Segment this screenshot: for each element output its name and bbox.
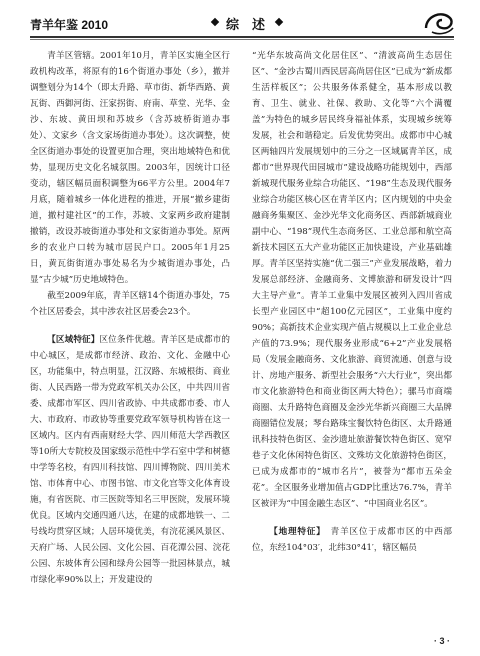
paragraph-admin-history: 青羊区管辖。2001年10月，青羊区实施全区行政机构改革，将原有的16个街道办事处（乡），撤并调整划分为14个（即太升路、草市街、新华西路、黄瓦街、西御河街、汪家拐街、府南、草堂、光华、金沙、东坡、黄田坝和苏坡乡（含苏坡桥街道办事处）、文家乡（含文家场街道办事处）。这次调整，使全区街道办事处的设置更加合理，突出地域特色和优势，显现历史文化名城氛围。2003年，因统计口径变动，辖区幅员面积调整为66平方公里。2004年7月底，随着城乡一体化进程的推进，开展“撤乡建街道，撤村建社区”的工作，苏坡、文家两乡政府建制撤销，改设苏坡街道办事处和文家街道办事处。原两乡的农业户口转为城市居民户口。2005年1月25日，黄瓦街街道办事处易名为少城街道办事处，凸显“古少城”历史地域特色。 bbox=[30, 51, 230, 285]
region-features-text: 区位条件优越。青羊区是成都市的中心城区，是成都市经济、政治、文化、金融中心区，功能集中，特点明显，江汉路、东城根街、商业街、人民西路一带为党政军机关办公区，中共四川省委、成都市军区、四川省政协、中共成都市委、市人大、市政府、市政协等重要党政军领导机构皆在这一区域内。区内有西南财经大学、四川师范大学西教区等10所大专院校及国家级示范性中学石室中学和树德中学等名校，有四川科技馆、四川博物院、四川美术馆、市体育中心、市图书馆、市文化宫等文化体育设施，有省医院、市三医院等知名三甲医院，发展环境优良。区域内交通四通八达，在建的成都地铁一、二号线均贯穿区域；人居环境优美，有浣花溪风景区、天府广场、人民公园、文化公园、百花潭公园、浣花公园、东坡体育公园和绿舟公园等一批园林景点，城市绿化率90%以上；开发建设的 bbox=[30, 335, 230, 585]
header-rule bbox=[30, 36, 454, 38]
paragraph-region-features bbox=[30, 331, 230, 588]
diamond-right-icon bbox=[275, 18, 283, 26]
swirl-logo-icon bbox=[422, 8, 456, 36]
right-column bbox=[252, 48, 452, 556]
page-number: · 3 · bbox=[433, 636, 450, 646]
section-title: 综 述 bbox=[226, 17, 266, 32]
paragraph-region-continued: “光华东坡高尚文化居住区”、“清波高尚生态居住区”、“金沙古蜀川西民居高尚居住区”已成为“新成都生活样板区”；公共服务体系健全，基本形成以教育、卫生、就业、社保、救助、文化等“六个满覆盖”为特色的城乡居民终身福祉体系，实现城乡统筹发展，社会和谐稳定。后发优势突出。成都市中心城区两轴四片发展规划中的三分之一区域属青羊区，成都市“世界现代田园城市”建设战略功能规划中，西部新城现代服务业综合功能区、“198”生态及现代服务业综合功能区核心区在青羊区内；区内规划的中央金融商务集聚区、金沙光华文化商务区、西部新城商业副中心、“198”现代生态商务区、工业总部和航空高新技术园区五大产业功能区正加快建设，产业基础雄厚。青羊区坚持实施“优二强三”产业发展战略，着力发展总部经济、金融商务、文博旅游和研发设计“四大主导产业”。青羊工业集中发展区被列入四川省成长型产业园区中“超100亿元园区”，工业集中度约90%；高新技术企业实现产值占规模以上工业企业总产值的73.9%；现代服务业形成“6+2”产业发展格局（发展金融商务、文化旅游、商贸流通、创意与设计、房地产服务、新型社会服务“六大行业”，突出都市文化旅游特色和商业街区两大特色）；骡马市商端商圈、太升路特色商圈及金沙光华新兴商圈三大品牌商圈错位发展；琴台路珠宝餐饮特色街区、太升路通讯科技特色街区、金沙遗址旅游餐饮特色街区、宽窄巷子文化休闲特色街区、文殊坊文化旅游特色街区，已成为成都市的“城市名片”，被誉为“都市五朵金花”。全区服务业增加值占GDP比重达76.7%，青羊区被评为“中国金融生态区”、“中国商业名区”。 bbox=[252, 51, 452, 509]
paragraph-admin-summary: 截至2009年底，青羊区辖14个街道办事处，75个社区居委会，其中涉农社区居委会23个。 bbox=[30, 291, 230, 317]
geo-features-text: 青羊区位于成都市区的中西部位，东经104°03′，北纬30°41′，辖区幅员 bbox=[252, 527, 452, 553]
header-rule-thin bbox=[30, 39, 454, 40]
diamond-left-icon bbox=[211, 18, 219, 26]
geo-features-heading: 【地理特征】 bbox=[269, 526, 322, 536]
page-header bbox=[30, 14, 450, 36]
yearbook-title: 青羊年鉴 2010 bbox=[30, 18, 109, 32]
paragraph-geo-features bbox=[252, 523, 452, 556]
region-features-heading: 【区域特征】 bbox=[47, 334, 100, 344]
left-column bbox=[30, 48, 230, 588]
